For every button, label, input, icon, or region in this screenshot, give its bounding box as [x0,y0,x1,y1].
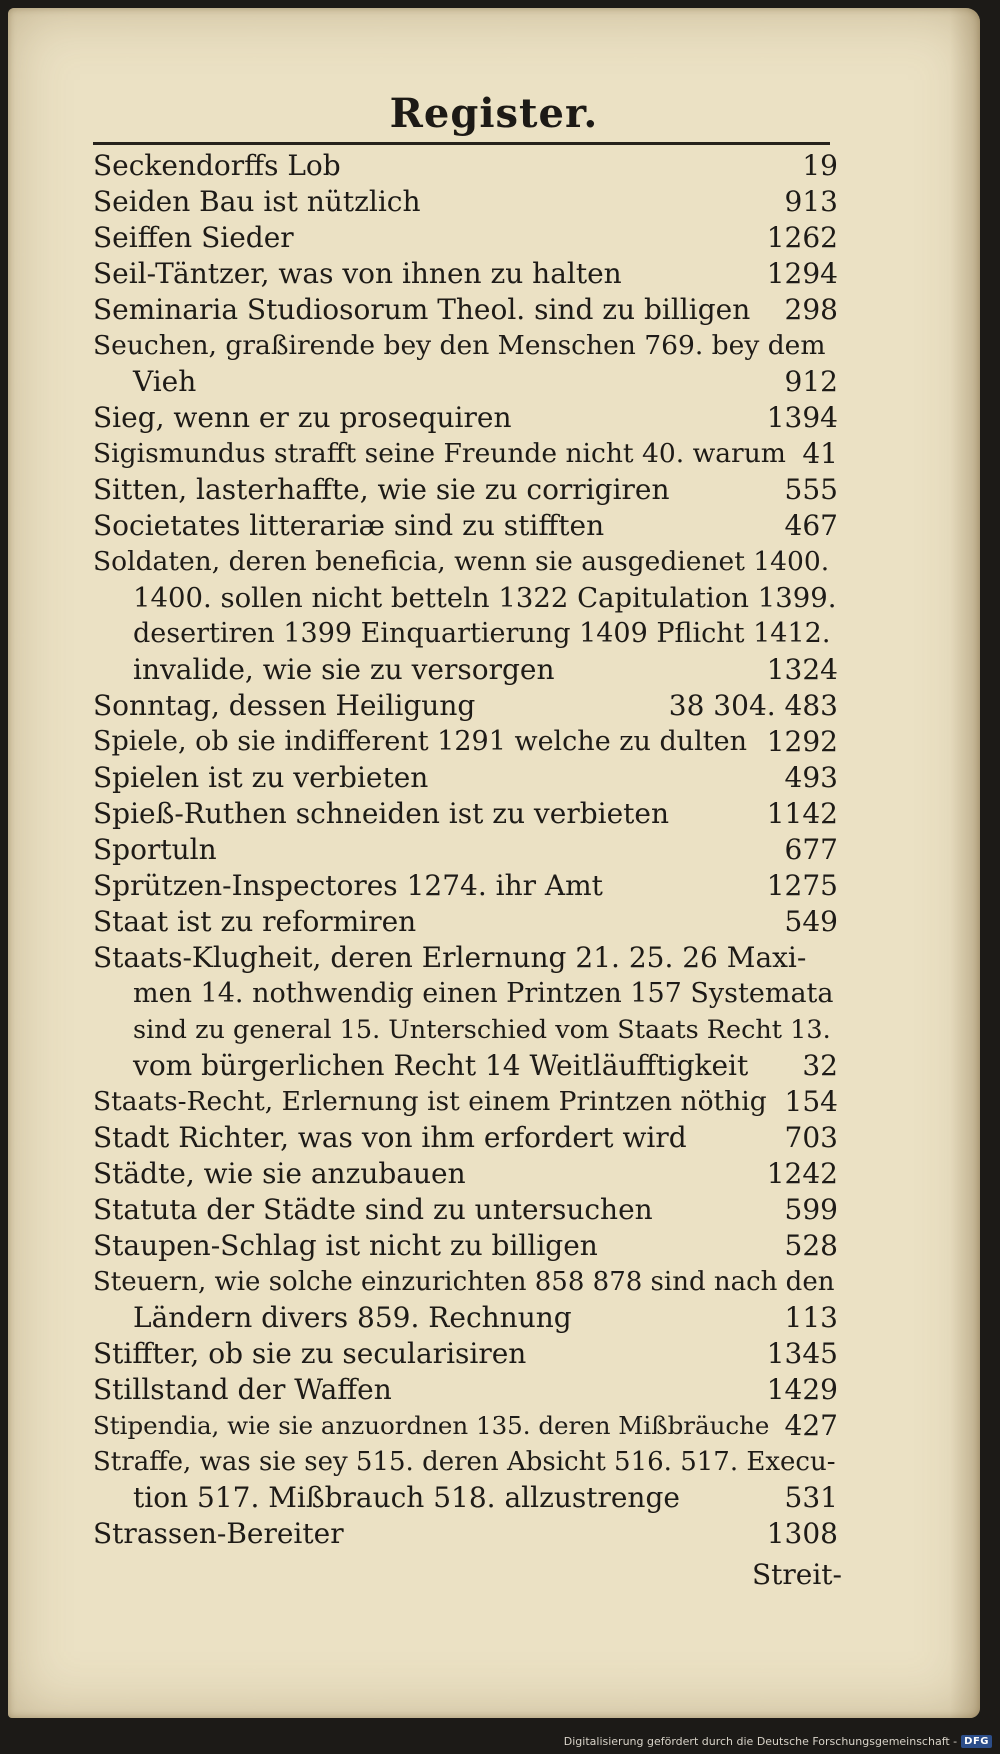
register-entry [93,472,838,508]
register-entry [93,652,838,688]
entry-text: Sieg, wenn er zu prosequiren [93,401,512,434]
register-entry [93,580,838,616]
register-entry [93,544,838,580]
entry-page-number: 599 [784,1193,838,1226]
register-entry [93,724,838,760]
entry-page-number: 1429 [766,1373,838,1406]
entry-page-number: 1275 [766,869,838,902]
entry-text: Sigismundus strafft seine Freunde nicht 40. warum [93,438,786,469]
register-entry [93,1084,838,1120]
entry-page-number: 1262 [766,221,838,254]
register-entry [93,1444,838,1480]
entry-page-number: 493 [784,761,838,794]
entry-text: tion 517. Mißbrauch 518. allzustrenge [133,1481,680,1514]
header-rule [93,142,830,145]
entry-text: sind zu general 15. Unterschied vom Staats Recht 13. [133,1015,831,1045]
entry-text: Spielen ist zu verbieten [93,761,429,794]
register-entry [93,1372,838,1408]
footer-credit-text: Digitalisierung gefördert durch die Deutsche Forschungsgemeinschaft - [563,1735,958,1748]
entry-page-number: 555 [784,473,838,506]
entry-text: men 14. nothwendig einen Printzen 157 Systemata [133,978,834,1009]
entry-text: Seuchen, graßirende bey den Menschen 769. bey dem [93,330,826,361]
entry-text: Staats-Klugheit, deren Erlernung 21. 25. 26 Maxi- [93,941,807,974]
register-entry [93,1120,838,1156]
register-entry [93,976,838,1012]
register-entry [93,256,838,292]
entry-page-number: 1242 [766,1157,838,1190]
entry-text: Seminaria Studiosorum Theol. sind zu billigen [93,293,751,326]
register-entry [93,1516,838,1552]
register-entry [93,148,838,184]
entry-text: Seiffen Sieder [93,221,294,254]
entry-text: Sprützen-Inspectores 1274. ihr Amt [93,869,603,902]
entry-text: Sonntag, dessen Heiligung [93,689,476,722]
entry-page-number: 1142 [766,797,838,830]
entry-page-number: 427 [784,1409,838,1442]
entry-text: Straffe, was sie sey 515. deren Absicht 516. 517. Execu- [93,1447,836,1477]
register-entry [93,796,838,832]
entry-text: Sitten, lasterhaffte, wie sie zu corrigiren [93,473,670,506]
entry-page-number: 19 [802,149,838,182]
entry-text: Staupen-Schlag ist nicht zu billigen [93,1229,598,1262]
entry-page-number: 1292 [766,725,838,758]
register-entries [93,148,838,1552]
register-entry [93,832,838,868]
entry-text: Ländern divers 859. Rechnung [133,1301,572,1334]
entry-page-number: 703 [784,1121,838,1154]
entry-text: Vieh [133,365,197,398]
entry-text: invalide, wie sie zu versorgen [133,653,555,686]
register-entry [93,364,838,400]
catchword: Streit- [751,1558,842,1591]
entry-text: Soldaten, deren beneficia, wenn sie ausgedienet 1400. [93,546,830,577]
register-entry [93,1192,838,1228]
entry-text: desertiren 1399 Einquartierung 1409 Pflicht 1412. [133,618,831,649]
entry-text: Stadt Richter, was von ihm erfordert wird [93,1121,687,1154]
register-entry [93,1336,838,1372]
register-entry [93,688,838,724]
entry-page-number: 32 [802,1049,838,1082]
entry-text: Societates litterariæ sind zu stifften [93,509,605,542]
entry-page-number: 113 [784,1301,838,1334]
register-entry [93,904,838,940]
entry-page-number: 913 [784,185,838,218]
book-page [8,8,980,1718]
entry-page-number: 912 [784,365,838,398]
entry-page-number: 38 304. 483 [668,689,838,722]
entry-text: Sportuln [93,833,217,866]
register-entry [93,220,838,256]
register-entry [93,1300,838,1336]
register-entry [93,508,838,544]
register-entry [93,868,838,904]
register-entry [93,1264,838,1300]
register-entry [93,1012,838,1048]
entry-page-number: 677 [784,833,838,866]
entry-page-number: 531 [784,1481,838,1514]
register-entry [93,436,838,472]
entry-page-number: 1394 [766,401,838,434]
entry-page-number: 1324 [766,653,838,686]
register-entry [93,184,838,220]
entry-text: Stiffter, ob sie zu secularisiren [93,1337,527,1370]
register-entry [93,760,838,796]
register-entry [93,292,838,328]
entry-page-number: 528 [784,1229,838,1262]
register-entry [93,1156,838,1192]
entry-text: Steuern, wie solche einzurichten 858 878 sind nach den [93,1267,835,1297]
entry-page-number: 1294 [766,257,838,290]
entry-text: Spiele, ob sie indifferent 1291 welche zu dulten [93,726,747,757]
entry-page-number: 549 [784,905,838,938]
entry-text: Staat ist zu reformiren [93,905,417,938]
entry-page-number: 1345 [766,1337,838,1370]
entry-text: Seckendorffs Lob [93,149,341,182]
entry-text: Seiden Bau ist nützlich [93,185,421,218]
entry-page-number: 41 [802,437,838,470]
register-entry [93,616,838,652]
entry-page-number: 298 [784,293,838,326]
register-entry [93,400,838,436]
entry-text: Strassen-Bereiter [93,1517,344,1550]
register-entry [93,1408,838,1444]
footer-credit [564,1735,992,1748]
entry-text: vom bürgerlichen Recht 14 Weitläufftigkeit [133,1049,749,1082]
register-entry [93,1048,838,1084]
entry-text: 1400. sollen nicht betteln 1322 Capitulation 1399. [133,582,837,614]
entry-page-number: 467 [784,509,838,542]
entry-text: Statuta der Städte sind zu untersuchen [93,1193,653,1226]
entry-text: Staats-Recht, Erlernung ist einem Printzen nöthig [93,1086,767,1117]
register-entry [93,328,838,364]
entry-text: Spieß-Ruthen schneiden ist zu verbieten [93,797,670,830]
entry-text: Städte, wie sie anzubauen [93,1157,466,1190]
entry-text: Stillstand der Waffen [93,1373,392,1406]
entry-page-number: 154 [784,1085,838,1118]
entry-page-number: 1308 [766,1517,838,1550]
register-entry [93,1480,838,1516]
page-header-title: Register. [389,90,599,137]
dfg-logo: DFG [961,1735,992,1748]
register-entry [93,940,838,976]
entry-text: Stipendia, wie sie anzuordnen 135. deren Mißbräuche [93,1411,770,1440]
register-entry [93,1228,838,1264]
entry-text: Seil-Täntzer, was von ihnen zu halten [93,257,622,290]
